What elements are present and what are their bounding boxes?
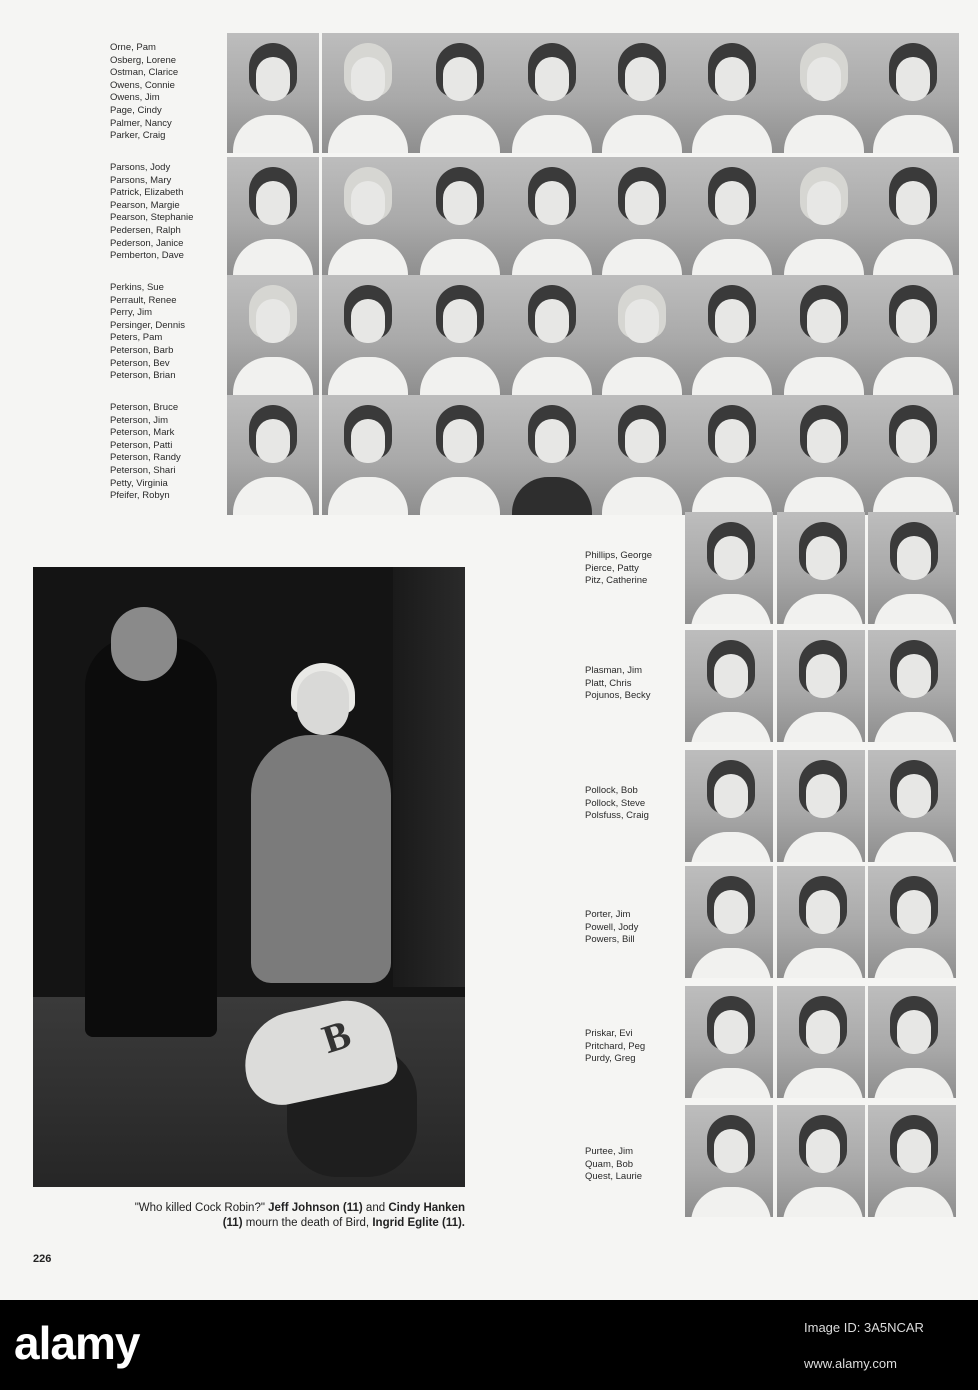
student-portrait: [778, 157, 870, 277]
caption-name-jeff: Jeff Johnson (11): [268, 1202, 363, 1214]
student-portrait: [322, 395, 414, 515]
student-name: Parsons, Jody: [110, 162, 171, 173]
portrait-face: [535, 419, 569, 463]
portrait-body: [328, 357, 408, 395]
student-name: Pearson, Margie: [110, 199, 180, 211]
portrait-face: [715, 419, 749, 463]
student-portrait: [227, 275, 319, 395]
portrait-face: [897, 1129, 931, 1173]
name-list-right-2: [585, 665, 650, 703]
portrait-body: [691, 832, 771, 862]
portrait-face: [535, 181, 569, 225]
student-name: Parker, Craig: [110, 130, 166, 142]
portrait-face: [897, 536, 931, 580]
student-name: Peterson, Randy: [110, 452, 181, 464]
portrait-face: [897, 654, 931, 698]
student-portrait: [686, 157, 778, 277]
portrait-body: [602, 115, 682, 153]
student-portrait: [685, 986, 773, 1098]
brand-logo[interactable]: alamy: [14, 1317, 140, 1369]
student-portrait: [685, 1105, 773, 1217]
portrait-body: [602, 477, 682, 515]
student-name: Peterson, Mark: [110, 427, 175, 439]
student-portrait: [868, 750, 956, 862]
portrait-face: [443, 181, 477, 225]
student-portrait: [685, 630, 773, 742]
portrait-body: [233, 477, 313, 515]
student-name: Patrick, Elizabeth: [110, 187, 184, 199]
student-portrait: [227, 157, 319, 277]
portrait-face: [806, 1129, 840, 1173]
portrait-face: [896, 57, 930, 101]
portrait-face: [714, 536, 748, 580]
portrait-face: [715, 181, 749, 225]
portrait-face: [806, 774, 840, 818]
portrait-body: [873, 115, 953, 153]
photo-caption: [33, 1201, 465, 1231]
portrait-face: [806, 654, 840, 698]
portrait-body: [233, 239, 313, 277]
portrait-body: [512, 357, 592, 395]
portrait-body: [783, 712, 863, 742]
portrait-body: [233, 357, 313, 395]
student-name: Page, Cindy: [110, 104, 162, 116]
portrait-body: [233, 115, 313, 153]
stock-footer: [0, 1300, 978, 1390]
student-name: Quam, Bob: [585, 1158, 634, 1170]
student-name: Pederson, Janice: [110, 237, 184, 249]
portrait-face: [535, 57, 569, 101]
portrait-face: [625, 181, 659, 225]
portrait-body: [692, 239, 772, 277]
student-portrait: [414, 275, 506, 395]
portrait-body: [874, 832, 954, 862]
student-name: Phillips, George: [585, 550, 653, 561]
portrait-face: [535, 299, 569, 343]
photo-kneeling-girl: [251, 735, 391, 983]
portrait-face: [896, 181, 930, 225]
portrait-body: [783, 1187, 863, 1217]
student-name: Quest, Laurie: [585, 1171, 643, 1183]
portrait-body: [874, 594, 954, 624]
student-name: Peterson, Patti: [110, 439, 173, 451]
portrait-face: [897, 1010, 931, 1054]
portrait-body: [512, 115, 592, 153]
student-name: Pearson, Stephanie: [110, 212, 194, 224]
caption-name-ingrid: Ingrid Eglite (11).: [372, 1217, 465, 1229]
student-portrait: [777, 866, 865, 978]
portrait-body: [783, 1068, 863, 1098]
student-portrait: [227, 395, 319, 515]
name-list-right-6: [585, 1146, 642, 1184]
student-name: Petty, Virginia: [110, 477, 168, 489]
page-number: 226: [33, 1253, 52, 1265]
student-portrait: [868, 866, 956, 978]
portrait-face: [806, 1010, 840, 1054]
student-name: Peterson, Barb: [110, 344, 174, 356]
portrait-body: [328, 477, 408, 515]
student-name: Pollock, Steve: [585, 797, 646, 809]
student-name: Parsons, Mary: [110, 174, 172, 186]
student-portrait: [867, 395, 959, 515]
student-portrait: [686, 275, 778, 395]
event-photo: [33, 567, 465, 1187]
student-portrait: [867, 275, 959, 395]
portrait-face: [443, 299, 477, 343]
name-list-row-2: [110, 162, 193, 263]
student-portrait: [414, 157, 506, 277]
portrait-body: [784, 239, 864, 277]
portrait-body: [873, 357, 953, 395]
student-name: Peterson, Jim: [110, 414, 169, 426]
portrait-body: [783, 832, 863, 862]
name-list-right-5: [585, 1028, 645, 1066]
portrait-face: [351, 57, 385, 101]
portrait-body: [602, 357, 682, 395]
student-portrait: [322, 157, 414, 277]
portrait-body: [874, 948, 954, 978]
student-name: Osberg, Lorene: [110, 54, 177, 66]
student-name: Pollock, Bob: [585, 785, 638, 796]
student-name: Peterson, Brian: [110, 370, 176, 382]
student-portrait: [778, 33, 870, 153]
student-name: Pojunos, Becky: [585, 690, 651, 702]
portrait-face: [714, 1129, 748, 1173]
portrait-body: [420, 357, 500, 395]
portrait-body: [784, 357, 864, 395]
portrait-face: [256, 57, 290, 101]
student-portrait: [685, 512, 773, 624]
portrait-face: [896, 299, 930, 343]
portrait-face: [807, 299, 841, 343]
student-name: Pierce, Patty: [585, 562, 639, 574]
portrait-body: [691, 1187, 771, 1217]
photo-man-head: [111, 607, 177, 681]
portrait-body: [874, 1187, 954, 1217]
student-portrait: [867, 33, 959, 153]
student-portrait: [414, 33, 506, 153]
portrait-face: [625, 419, 659, 463]
portrait-body: [691, 712, 771, 742]
portrait-body: [691, 1068, 771, 1098]
student-portrait: [777, 1105, 865, 1217]
portrait-face: [443, 419, 477, 463]
caption-mid: mourn the death of Bird,: [245, 1217, 370, 1229]
student-portrait: [686, 395, 778, 515]
student-portrait: [777, 512, 865, 624]
student-name: Porter, Jim: [585, 909, 631, 920]
portrait-body: [874, 1068, 954, 1098]
student-portrait: [322, 33, 414, 153]
student-name: Peters, Pam: [110, 332, 163, 344]
name-list-row-4: [110, 402, 181, 503]
student-name: Pritchard, Peg: [585, 1040, 646, 1052]
portrait-body: [692, 477, 772, 515]
student-portrait: [685, 866, 773, 978]
photo-standing-man: [85, 637, 217, 1037]
student-name: Purdy, Greg: [585, 1053, 636, 1065]
student-portrait: [868, 630, 956, 742]
portrait-face: [806, 890, 840, 934]
name-list-row-3: [110, 282, 185, 383]
student-name: Plasman, Jim: [585, 665, 643, 676]
student-name: Orne, Pam: [110, 42, 156, 53]
student-name: Owens, Jim: [110, 92, 160, 104]
portrait-face: [807, 181, 841, 225]
portrait-face: [715, 57, 749, 101]
student-name: Ostman, Clarice: [110, 67, 179, 79]
caption-quote: "Who killed Cock Robin?": [134, 1202, 265, 1214]
student-name: Pitz, Catherine: [585, 575, 648, 587]
portrait-face: [714, 890, 748, 934]
portrait-body: [420, 115, 500, 153]
portrait-face: [351, 181, 385, 225]
portrait-face: [807, 419, 841, 463]
student-portrait: [414, 395, 506, 515]
portrait-face: [256, 299, 290, 343]
portrait-face: [897, 774, 931, 818]
portrait-face: [896, 419, 930, 463]
portrait-body: [691, 948, 771, 978]
photo-girl-face: [297, 671, 349, 735]
student-name: Pedersen, Ralph: [110, 224, 181, 236]
student-name: Powell, Jody: [585, 921, 639, 933]
student-portrait: [227, 33, 319, 153]
caption-and: and: [365, 1202, 386, 1214]
portrait-body: [691, 594, 771, 624]
student-portrait: [506, 395, 598, 515]
student-name: Perrault, Renee: [110, 294, 177, 306]
portrait-body: [783, 594, 863, 624]
student-name: Pfeifer, Robyn: [110, 490, 170, 502]
student-portrait: [506, 157, 598, 277]
portrait-face: [806, 536, 840, 580]
student-portrait: [596, 275, 688, 395]
student-portrait: [777, 630, 865, 742]
student-portrait: [868, 1105, 956, 1217]
portrait-face: [443, 57, 477, 101]
student-name: Peterson, Shari: [110, 464, 176, 476]
student-name: Powers, Bill: [585, 934, 635, 946]
portrait-face: [714, 774, 748, 818]
portrait-body: [784, 115, 864, 153]
portrait-face: [625, 299, 659, 343]
student-name: Platt, Chris: [585, 677, 632, 689]
student-name: Perkins, Sue: [110, 282, 164, 293]
student-portrait: [686, 33, 778, 153]
student-name: Polsfuss, Craig: [585, 810, 649, 822]
name-list-right-1: [585, 550, 652, 588]
portrait-body: [692, 357, 772, 395]
student-portrait: [506, 33, 598, 153]
name-list-right-4: [585, 909, 638, 947]
student-name: Palmer, Nancy: [110, 117, 172, 129]
portrait-body: [783, 948, 863, 978]
student-portrait: [868, 512, 956, 624]
caption-grade-cindy: (11): [222, 1217, 243, 1229]
student-portrait: [322, 275, 414, 395]
portrait-face: [351, 419, 385, 463]
student-portrait: [868, 986, 956, 1098]
portrait-body: [602, 239, 682, 277]
caption-name-cindy: Cindy Hanken: [388, 1202, 465, 1214]
site-url[interactable]: www.alamy.com: [804, 1356, 897, 1371]
portrait-face: [625, 57, 659, 101]
portrait-face: [351, 299, 385, 343]
portrait-face: [714, 654, 748, 698]
portrait-body: [873, 477, 953, 515]
student-name: Peterson, Bruce: [110, 402, 179, 413]
student-portrait: [506, 275, 598, 395]
portrait-body: [328, 239, 408, 277]
portrait-body: [512, 477, 592, 515]
student-name: Priskar, Evi: [585, 1028, 633, 1039]
portrait-body: [512, 239, 592, 277]
portrait-body: [328, 115, 408, 153]
student-name: Perry, Jim: [110, 307, 153, 319]
portrait-face: [807, 57, 841, 101]
student-portrait: [685, 750, 773, 862]
student-name: Purtee, Jim: [585, 1146, 634, 1157]
portrait-face: [256, 181, 290, 225]
student-portrait: [778, 275, 870, 395]
portrait-body: [420, 239, 500, 277]
student-name: Peterson, Bev: [110, 357, 170, 369]
portrait-face: [897, 890, 931, 934]
portrait-body: [420, 477, 500, 515]
portrait-body: [692, 115, 772, 153]
student-name: Persinger, Dennis: [110, 319, 185, 331]
student-portrait: [777, 986, 865, 1098]
photo-background-wall: [393, 567, 465, 987]
portrait-body: [874, 712, 954, 742]
student-name: Pemberton, Dave: [110, 250, 184, 262]
portrait-face: [715, 299, 749, 343]
student-portrait: [867, 157, 959, 277]
student-portrait: [596, 157, 688, 277]
student-portrait: [596, 33, 688, 153]
photo-sign-letter: B: [316, 1010, 356, 1063]
student-portrait: [778, 395, 870, 515]
portrait-body: [873, 239, 953, 277]
image-id: Image ID: 3A5NCAR: [804, 1320, 924, 1335]
student-portrait: [777, 750, 865, 862]
portrait-face: [256, 419, 290, 463]
portrait-body: [784, 477, 864, 515]
name-list-row-1: [110, 42, 178, 143]
portrait-face: [714, 1010, 748, 1054]
student-name: Owens, Connie: [110, 79, 175, 91]
name-list-right-3: [585, 785, 649, 823]
student-portrait: [596, 395, 688, 515]
